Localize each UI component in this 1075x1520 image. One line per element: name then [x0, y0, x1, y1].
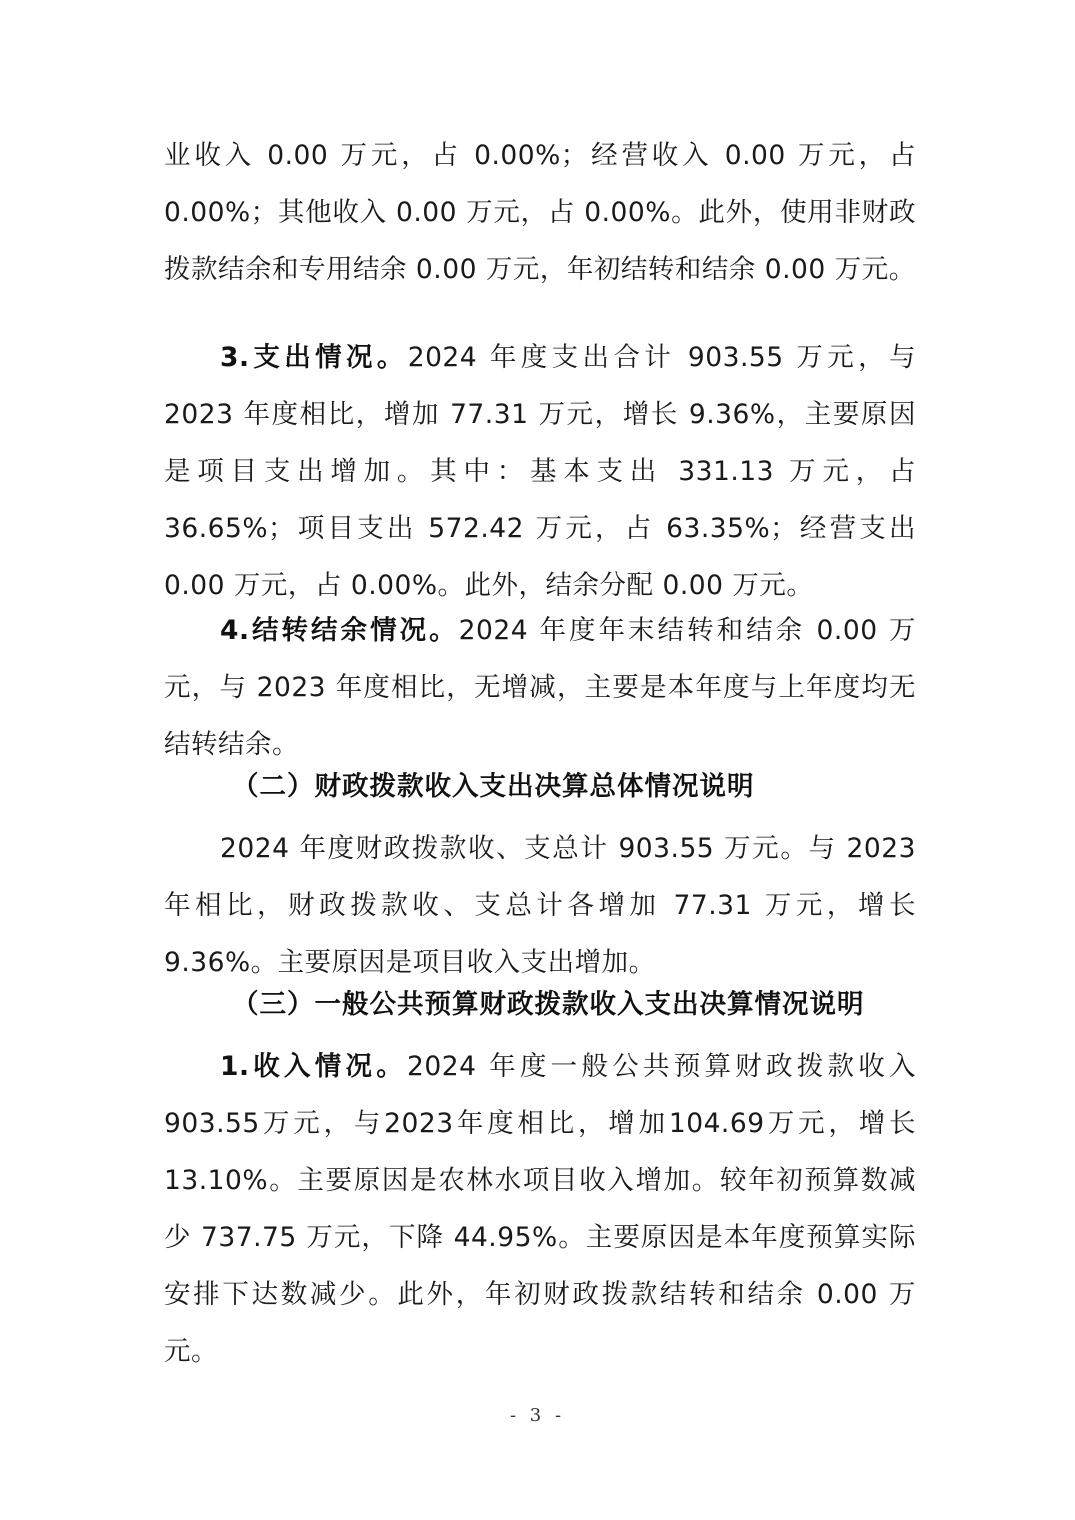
section-heading-3: （三）一般公共预算财政拨款收入支出决算情况说明 [232, 989, 865, 1020]
income-text: 2024 年度一般公共预算财政拨款收入 903.55万元，与2023年度相比，增加104.69万元，增长13.10%。主要原因是农林水项目收入增加。较年初预算数减少 737.75 万元，下降 44.95%。主要原因是本年度预算实际安排下达数减少。此外，年初财政拨款结转和结余 0.00 万元。 [164, 1051, 916, 1367]
paragraph-income-continued: 业收入 0.00 万元，占 0.00%；经营收入 0.00 万元，占 0.00%；其他收入 0.00 万元，占 0.00%。此外，使用非财政拨款结余和专用结余 0.00 万元，年初结转和结余 0.00 万元。 [164, 140, 916, 285]
carryover-text: 2024 年度年末结转和结余 0.00 万元，与 2023 年度相比，无增减，主要是本年度与上年度均无结转结余。 [164, 615, 916, 760]
paragraph-general-budget-income [164, 1038, 916, 1380]
section-heading-2: （二）财政拨款收入支出决算总体情况说明 [232, 771, 755, 802]
paragraph-expenditure [164, 329, 916, 614]
paragraph-carryover [164, 602, 916, 773]
carryover-heading: 4.结转结余情况。 [220, 615, 459, 646]
expenditure-heading: 3.支出情况。 [220, 342, 408, 373]
page-number: - 3 - [509, 1405, 566, 1426]
income-heading: 1.收入情况。 [220, 1051, 408, 1082]
expenditure-text: 2024 年度支出合计 903.55 万元，与 2023 年度相比，增加 77.31 万元，增长 9.36%，主要原因是项目支出增加。其中：基本支出 331.13 万元，占 36.65%；项目支出 572.42 万元，占 63.35%；经营支出 0.00 万元，占 0.00%。此外，结余分配 0.00 万元。 [164, 342, 917, 601]
paragraph-fiscal-overview: 2024 年度财政拨款收、支总计 903.55 万元。与 2023 年相比，财政拨款收、支总计各增加 77.31 万元，增长 9.36%。主要原因是项目收入支出增加。 [164, 833, 916, 978]
